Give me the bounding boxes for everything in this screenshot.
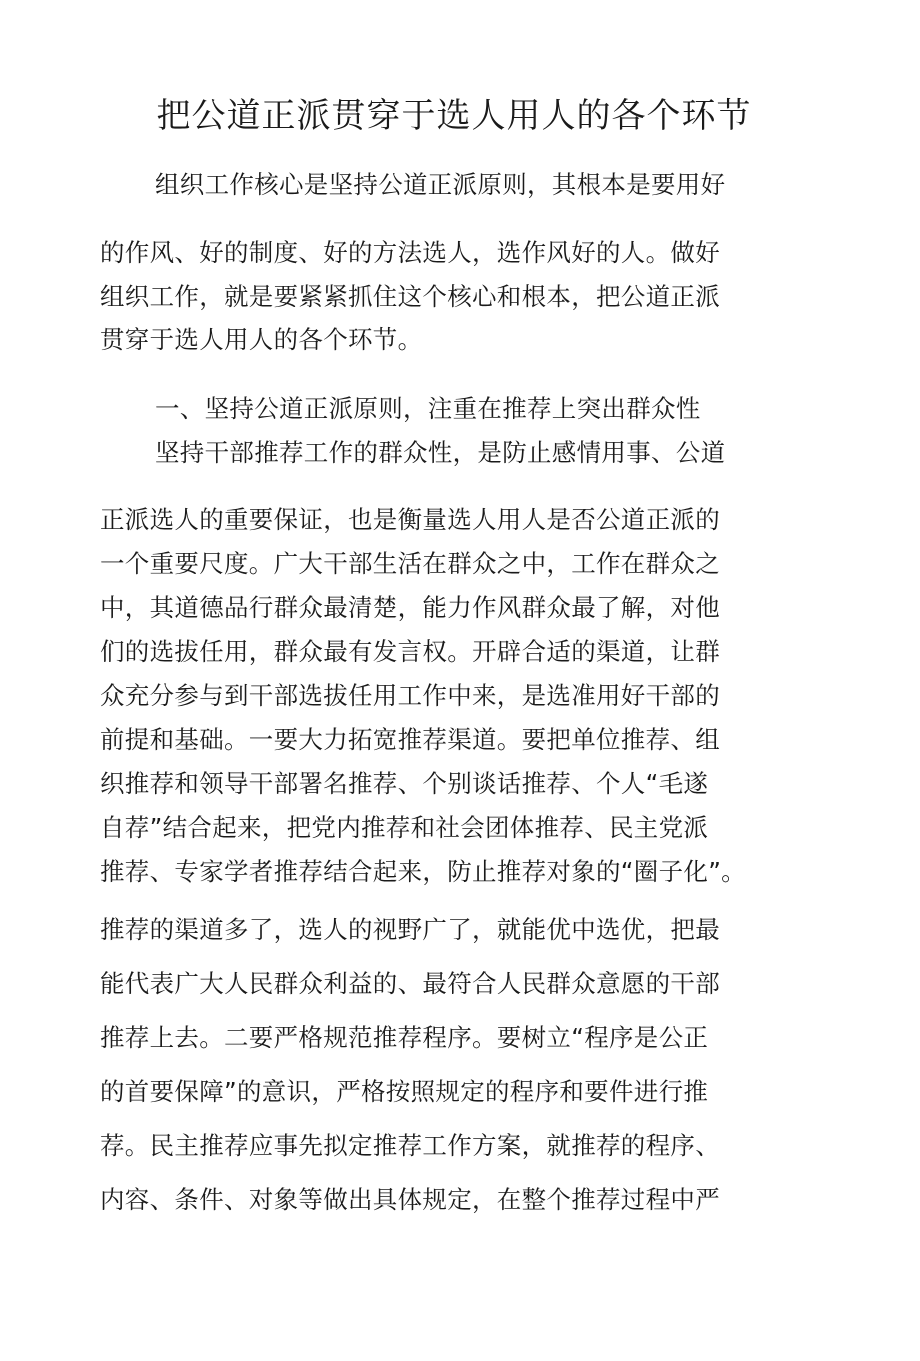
paragraph-line: 中，其道德品行群众最清楚，能力作风群众最了解，对他 (100, 593, 720, 622)
paragraph-line: 坚持干部推荐工作的群众性，是防止感情用事、公道 (155, 438, 726, 467)
paragraph-line: 一个重要尺度。广大干部生活在群众之中，工作在群众之 (100, 549, 720, 578)
paragraph-line: 的首要保障”的意识，严格按照规定的程序和要件进行推 (100, 1077, 709, 1106)
document-title: 把公道正派贯穿于选人用人的各个环节 (156, 96, 752, 136)
paragraph-line: 自荐”结合起来，把党内推荐和社会团体推荐、民主党派 (100, 813, 709, 842)
paragraph-line: 众充分参与到干部选拔任用工作中来，是选准用好干部的 (100, 681, 720, 710)
paragraph-line: 组织工作，就是要紧紧抓住这个核心和根本，把公道正派 (100, 282, 720, 311)
paragraph-line: 推荐上去。二要严格规范推荐程序。要树立“程序是公正 (100, 1023, 709, 1052)
paragraph-line: 们的选拔任用，群众最有发言权。开辟合适的渠道，让群 (100, 637, 720, 666)
paragraph-line: 正派选人的重要保证，也是衡量选人用人是否公道正派的 (100, 505, 720, 534)
paragraph-line: 前提和基础。一要大力拓宽推荐渠道。要把单位推荐、组 (100, 725, 720, 754)
paragraph-line: 织推荐和领导干部署名推荐、个别谈话推荐、个人“毛遂 (100, 769, 709, 798)
paragraph-line: 的作风、好的制度、好的方法选人，选作风好的人。做好 (100, 238, 720, 267)
paragraph-line: 推荐的渠道多了，选人的视野广了，就能优中选优，把最 (100, 915, 720, 944)
paragraph-line: 组织工作核心是坚持公道正派原则，其根本是要用好 (155, 170, 726, 199)
paragraph-line: 内容、条件、对象等做出具体规定，在整个推荐过程中严 (100, 1185, 720, 1214)
paragraph-line: 荐。民主推荐应事先拟定推荐工作方案，就推荐的程序、 (100, 1131, 720, 1160)
section-heading: 一、坚持公道正派原则，注重在推荐上突出群众性 (155, 394, 701, 423)
paragraph-line: 贯穿于选人用人的各个环节。 (100, 325, 423, 354)
paragraph-line: 能代表广大人民群众利益的、最符合人民群众意愿的干部 (100, 969, 720, 998)
paragraph-line: 推荐、专家学者推荐结合起来，防止推荐对象的“圈子化”。 (100, 857, 746, 886)
